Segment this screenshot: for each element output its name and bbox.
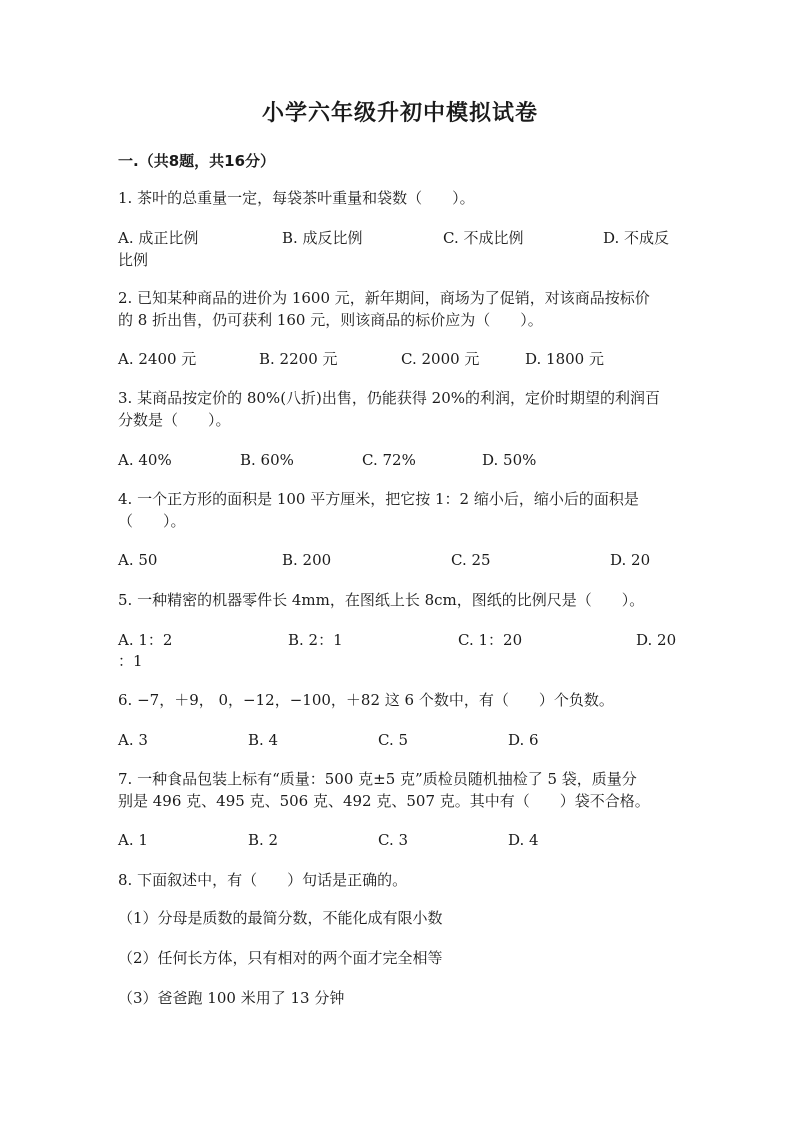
question-7-line-1: 7. 一种食品包装上标有“质量：500 克±5 克”质检员随机抽检了 5 袋，质量分 xyxy=(118,770,637,788)
question-5-option-a: A. 1：2 xyxy=(118,631,173,649)
question-5-option-c: C. 1：20 xyxy=(458,631,523,649)
question-7-option-c: C. 3 xyxy=(378,831,409,849)
question-1-option-wrap: 比例 xyxy=(118,251,149,269)
question-3-option-c: C. 72% xyxy=(362,451,416,469)
question-8-statement-3: （3）爸爸跑 100 米用了 13 分钟 xyxy=(118,989,345,1007)
question-6-option-d: D. 6 xyxy=(508,731,539,749)
question-1-option-c: C. 不成比例 xyxy=(443,229,524,247)
question-5-option-wrap: ：1 xyxy=(118,652,143,670)
question-8-statement-2: （2）任何长方体，只有相对的两个面才完全相等 xyxy=(118,949,443,967)
question-2-line-2: 的 8 折出售，仍可获利 160 元，则该商品的标价应为（ ）。 xyxy=(118,311,543,329)
question-3-option-b: B. 60% xyxy=(240,451,294,469)
question-5-option-b: B. 2：1 xyxy=(288,631,343,649)
question-4-line-1: 4. 一个正方形的面积是 100 平方厘米，把它按 1：2 缩小后，缩小后的面积是 xyxy=(118,490,639,508)
question-3-line-2: 分数是（ ）。 xyxy=(118,411,231,429)
question-3-line-1: 3. 某商品按定价的 80%(八折)出售，仍能获得 20%的利润，定价时期望的利润百 xyxy=(118,389,661,407)
question-2-option-b: B. 2200 元 xyxy=(259,350,338,368)
question-1-line-1: 1. 茶叶的总重量一定，每袋茶叶重量和袋数（ ）。 xyxy=(118,189,475,207)
question-1-option-b: B. 成反比例 xyxy=(282,229,363,247)
question-2-option-c: C. 2000 元 xyxy=(401,350,480,368)
question-4-option-c: C. 25 xyxy=(451,551,491,569)
question-3-option-d: D. 50% xyxy=(482,451,537,469)
question-6-option-c: C. 5 xyxy=(378,731,409,749)
question-2-option-a: A. 2400 元 xyxy=(118,350,197,368)
question-4-option-d: D. 20 xyxy=(610,551,651,569)
question-1-option-d: D. 不成反 xyxy=(603,229,670,247)
question-5-option-d: D. 20 xyxy=(636,631,677,649)
question-1-option-a: A. 成正比例 xyxy=(118,229,199,247)
section-heading: 一.（共8题，共16分） xyxy=(118,152,276,170)
question-6-line-1: 6. −7，＋9， 0，−12，−100，＋82 这 6 个数中，有（ ）个负数。 xyxy=(118,691,614,709)
question-7-option-d: D. 4 xyxy=(508,831,539,849)
page-title: 小学六年级升初中模拟试卷 xyxy=(261,101,538,126)
question-6-option-a: A. 3 xyxy=(118,731,148,749)
question-7-line-2: 别是 496 克、495 克、506 克、492 克、507 克。其中有（ ）袋不合格。 xyxy=(118,792,650,810)
question-7-option-b: B. 2 xyxy=(248,831,279,849)
question-4-option-a: A. 50 xyxy=(118,551,158,569)
question-4-option-b: B. 200 xyxy=(282,551,332,569)
question-6-option-b: B. 4 xyxy=(248,731,279,749)
question-3-option-a: A. 40% xyxy=(118,451,172,469)
question-4-line-2: （ ）。 xyxy=(118,512,186,530)
question-2-line-1: 2. 已知某种商品的进价为 1600 元，新年期间，商场为了促销，对该商品按标价 xyxy=(118,289,650,307)
question-8-statement-1: （1）分母是质数的最简分数，不能化成有限小数 xyxy=(118,909,443,927)
question-8-line-1: 8. 下面叙述中，有（ ）句话是正确的。 xyxy=(118,871,408,889)
question-5-line-1: 5. 一种精密的机器零件长 4mm，在图纸上长 8cm，图纸的比例尺是（ ）。 xyxy=(118,591,645,609)
question-2-option-d: D. 1800 元 xyxy=(525,350,604,368)
question-7-option-a: A. 1 xyxy=(118,831,148,849)
